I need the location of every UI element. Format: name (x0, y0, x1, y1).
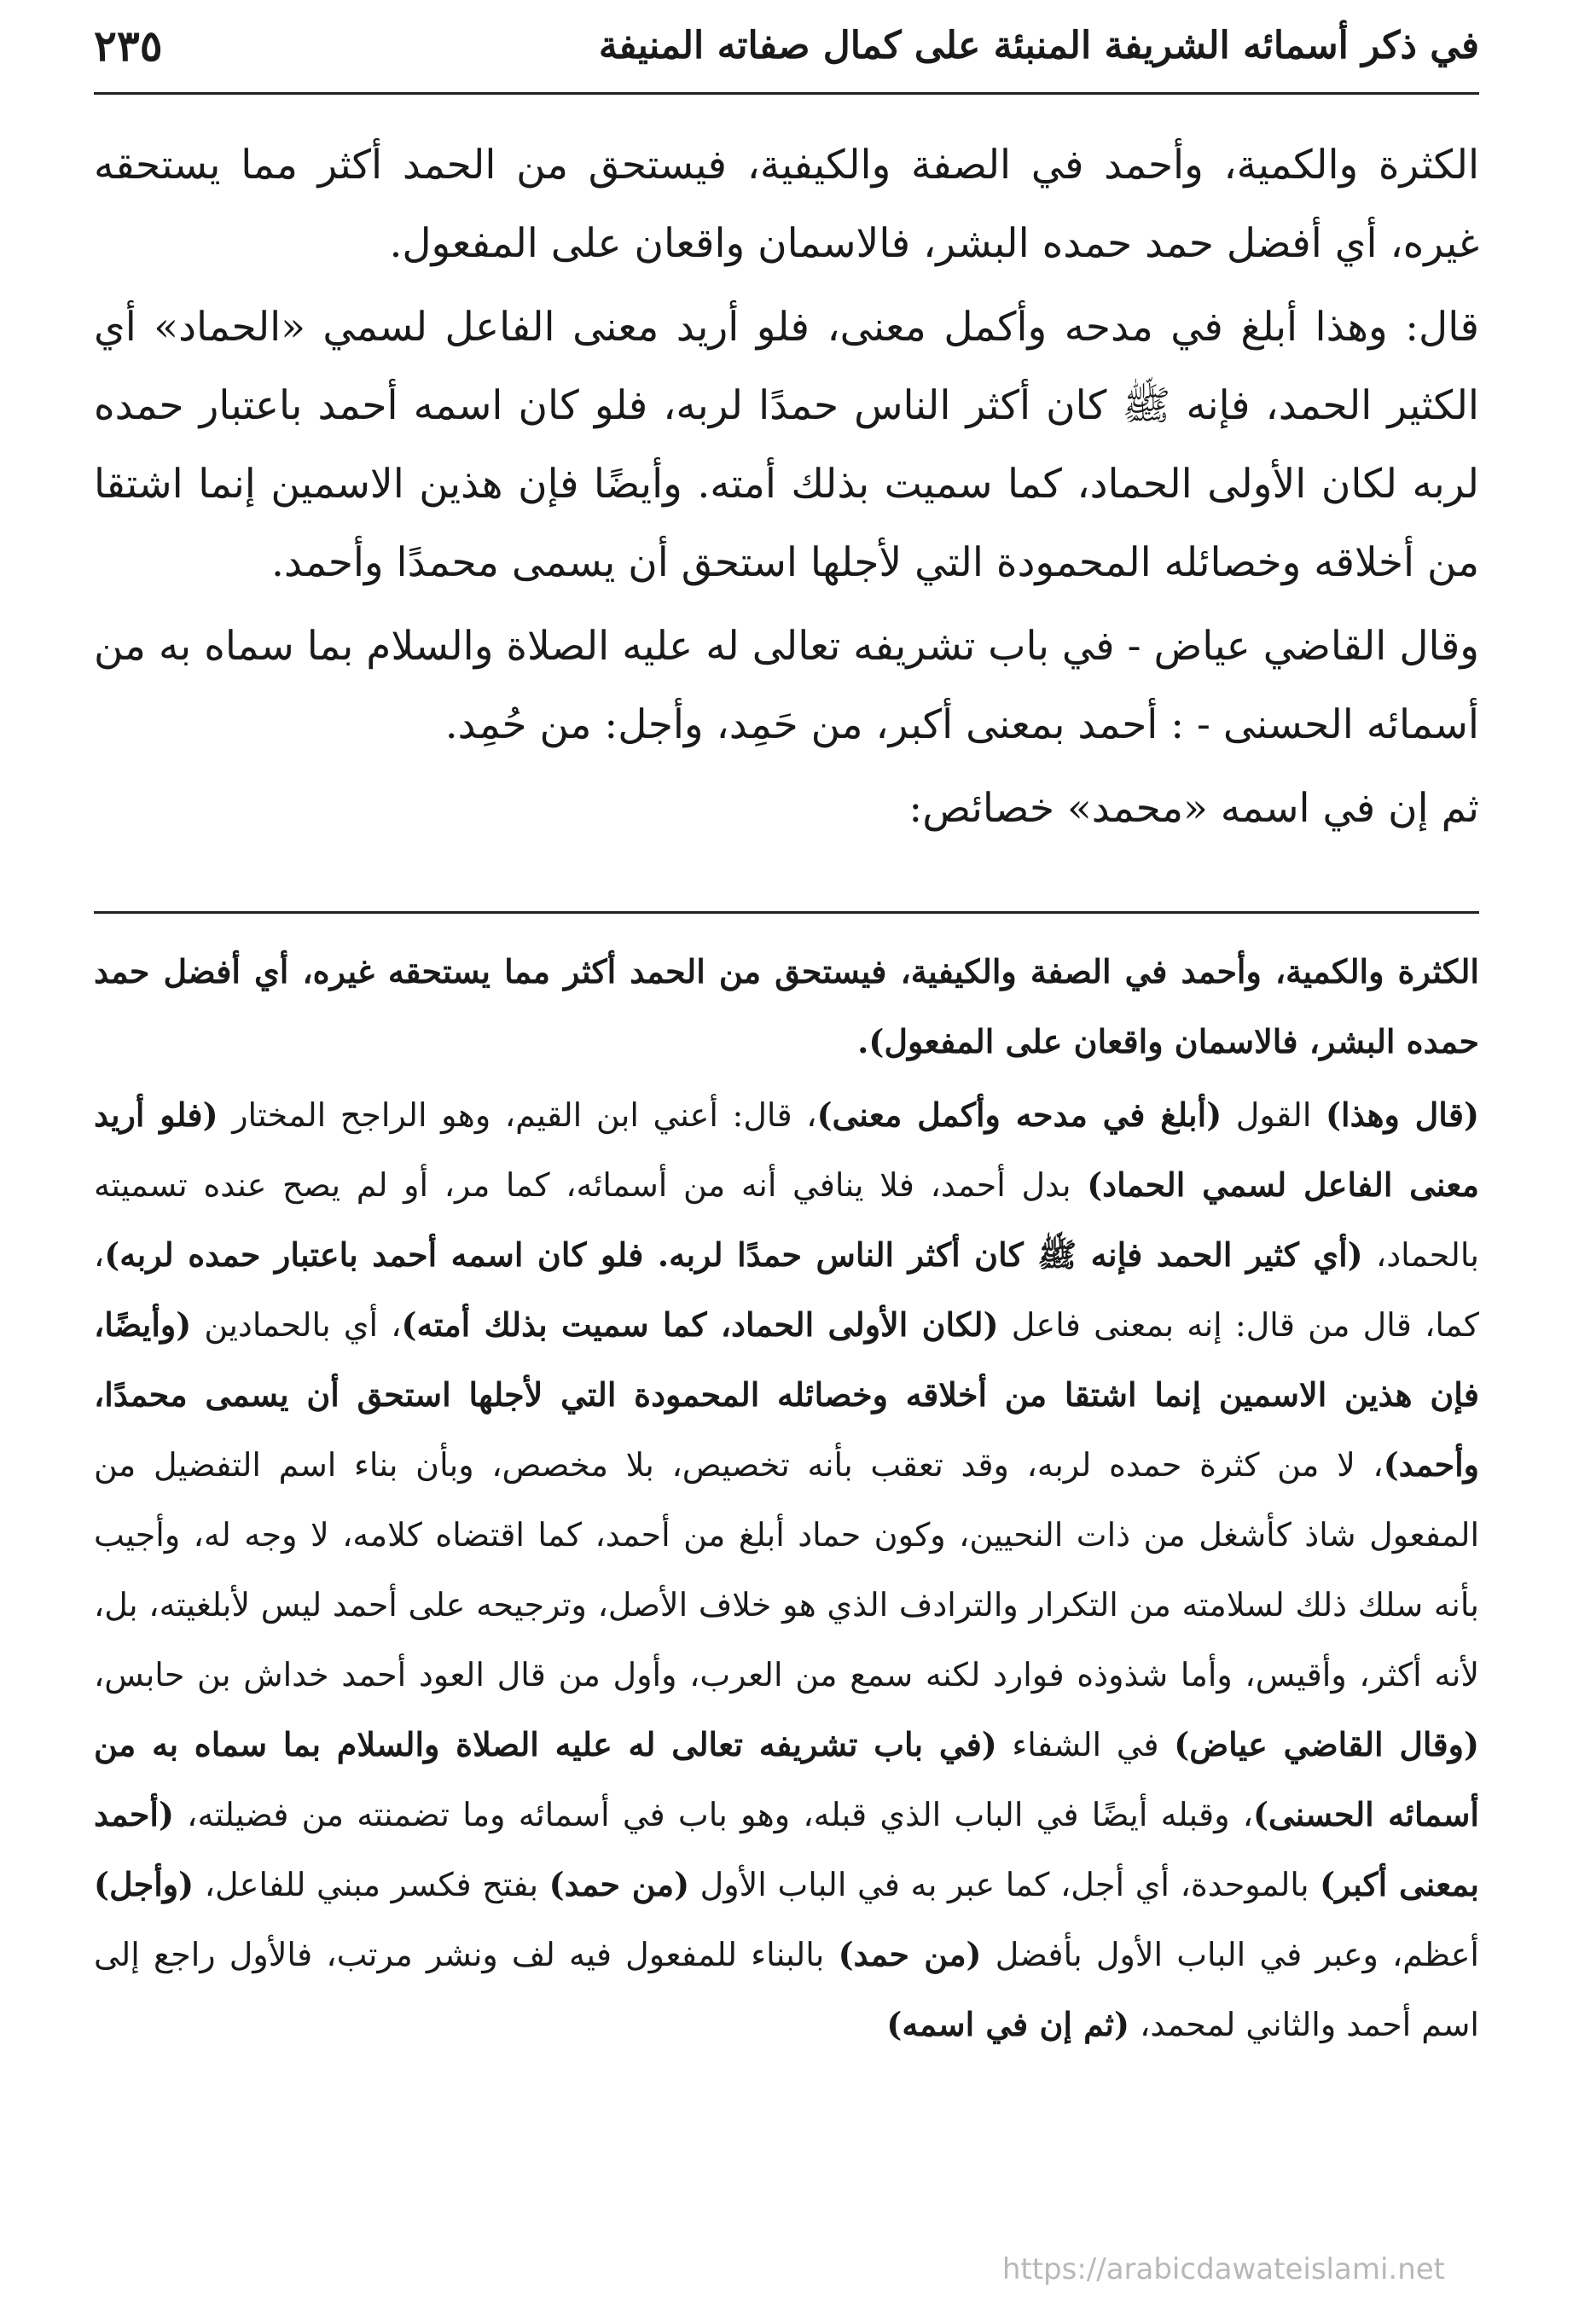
commentary-span: بدل أحمد، فلا ينافي أنه من أسمائه، كما مر، أو لم يصح عنده تسميته بالحماد، (94, 1166, 1479, 1274)
commentary-span: في الشفاء (996, 1726, 1175, 1763)
book-page (94, 0, 1479, 2324)
main-paragraph: قال: وهذا أبلغ في مدحه وأكمل معنى، فلو أريد معنى الفاعل لسمي «الحماد» أي الكثير الحمد، فإنه ﷺ كان أكثر الناس حمدًا لربه، فلو كان اسمه أحمد باعتبار حمده لربه لكان الأولى الحماد، كما سميت بذلك أمته. وأيضًا فإن هذين الاسمين إنما اشتقا من أخلاقه وخصائله المحمودة التي لأجلها استحق أن يسمى محمدًا وأحمد. (94, 304, 1479, 586)
quoted-text: (أبلغ في مدحه وأكمل معنى) (816, 1095, 1222, 1134)
main-paragraph: الكثرة والكمية، وأحمد في الصفة والكيفية، فيستحق من الحمد أكثر مما يستحقه غيره، أي أفضل حمد حمده البشر، فالاسمان واقعان على المفعول. (94, 142, 1479, 267)
commentary-span: ، أي بالحمادين (191, 1306, 402, 1344)
commentary-span: ، قال: أعني ابن القيم، وهو الراجح المختار (218, 1096, 817, 1134)
header-rule (94, 92, 1479, 95)
commentary-span: ، وقبله أيضًا في الباب الذي قبله، وهو باب في أسمائه وما تضمنته من فضيلته، (173, 1796, 1254, 1833)
commentary-span: القول (1222, 1096, 1326, 1134)
quoted-text: (أي كثير الحمد فإنه ﷺ كان أكثر الناس حمدًا لربه. فلو كان اسمه أحمد باعتبار حمده لربه) (104, 1235, 1363, 1274)
quoted-text: (وأيضًا، فإن هذين الاسمين إنما اشتقا من أخلاقه وخصائله المحمودة التي لأجلها استحق أن يسمى محمدًا، وأحمد) (94, 1305, 1479, 1484)
quoted-text: الكثرة والكمية، وأحمد في الصفة والكيفية، فيستحق من الحمد أكثر مما يستحقه غيره، أي أفضل حمد حمده البشر، فالاسمان واقعان على المفعول). (94, 952, 1479, 1060)
commentary-span: ، لا من كثرة حمده لربه، وقد تعقب بأنه تخصيص، بلا مخصص، وبأن بناء اسم التفضيل من المفعول شاذ كأشغل من ذات النحيين، وكون حماد أبلغ من أحمد، كما اقتضاه كلامه، لا وجه له، وأجيب بأنه سلك ذلك لسلامته من التكرار والترادف الذي هو خلاف الأصل، وترجيحه على أحمد ليس لأبلغيته، بل، لأنه أكثر، وأقيس، وأما شذوذه فوارد لكنه سمع من العرب، وأول من قال العود أحمد خداش بن حابس، (94, 1446, 1479, 1694)
main-paragraph: وقال القاضي عياض - في باب تشريفه تعالى له عليه الصلاة والسلام بما سماه به من أسمائه الحسنى - : أحمد بمعنى أكبر، من حَمِد، وأجل: من حُمِد. (94, 623, 1479, 748)
commentary-span: ، كما، قال من قال: إنه بمعنى فاعل (94, 1236, 1479, 1344)
commentary-span: بفتح فكسر مبني للفاعل، (194, 1866, 549, 1903)
quoted-text: (وأجل) (94, 1865, 194, 1903)
quoted-text: (ثم إن في اسمه) (886, 2005, 1129, 2043)
quoted-text: (وقال القاضي عياض) (1174, 1725, 1479, 1763)
commentary-paragraph (94, 937, 1479, 1077)
main-text (94, 126, 1479, 853)
commentary-span: بالبناء للمفعول فيه لف ونشر مرتب، فالأول راجع إلى اسم أحمد والثاني لمحمد، (94, 1936, 1479, 2043)
commentary-span: أعظم، وعبر في الباب الأول بأفضل (981, 1936, 1479, 1973)
watermark-url: https://arabicdawateislami.net (1001, 2252, 1445, 2286)
commentary-paragraph (94, 1080, 1479, 2060)
quoted-text: (فلو أريد معنى الفاعل لسمي الحماد) (94, 1095, 1479, 1204)
commentary-span: بالموحدة، أي أجل، كما عبر به في الباب الأول (689, 1866, 1321, 1903)
page-number: ٢٣٥ (94, 20, 163, 71)
header-title: في ذكر أسمائه الشريفة المنبئة على كمال صفاته المنيفة (598, 23, 1479, 67)
commentary-divider (94, 911, 1479, 914)
quoted-text: (قال وهذا) (1326, 1095, 1480, 1134)
quoted-text: (في باب تشريفه تعالى له عليه الصلاة والسلام بما سماه به من أسمائه الحسنى) (94, 1725, 1479, 1833)
quoted-text: (من حمد) (838, 1935, 982, 1973)
main-paragraph: ثم إن في اسمه «محمد» خصائص: (908, 785, 1479, 832)
quoted-text: (من حمد) (549, 1865, 690, 1903)
quoted-text: (لكان الأولى الحماد، كما سميت بذلك أمته) (401, 1305, 999, 1344)
quoted-text: (أحمد بمعنى أكبر) (94, 1795, 1479, 1903)
running-header (94, 7, 1479, 84)
commentary-text (94, 937, 1479, 2063)
